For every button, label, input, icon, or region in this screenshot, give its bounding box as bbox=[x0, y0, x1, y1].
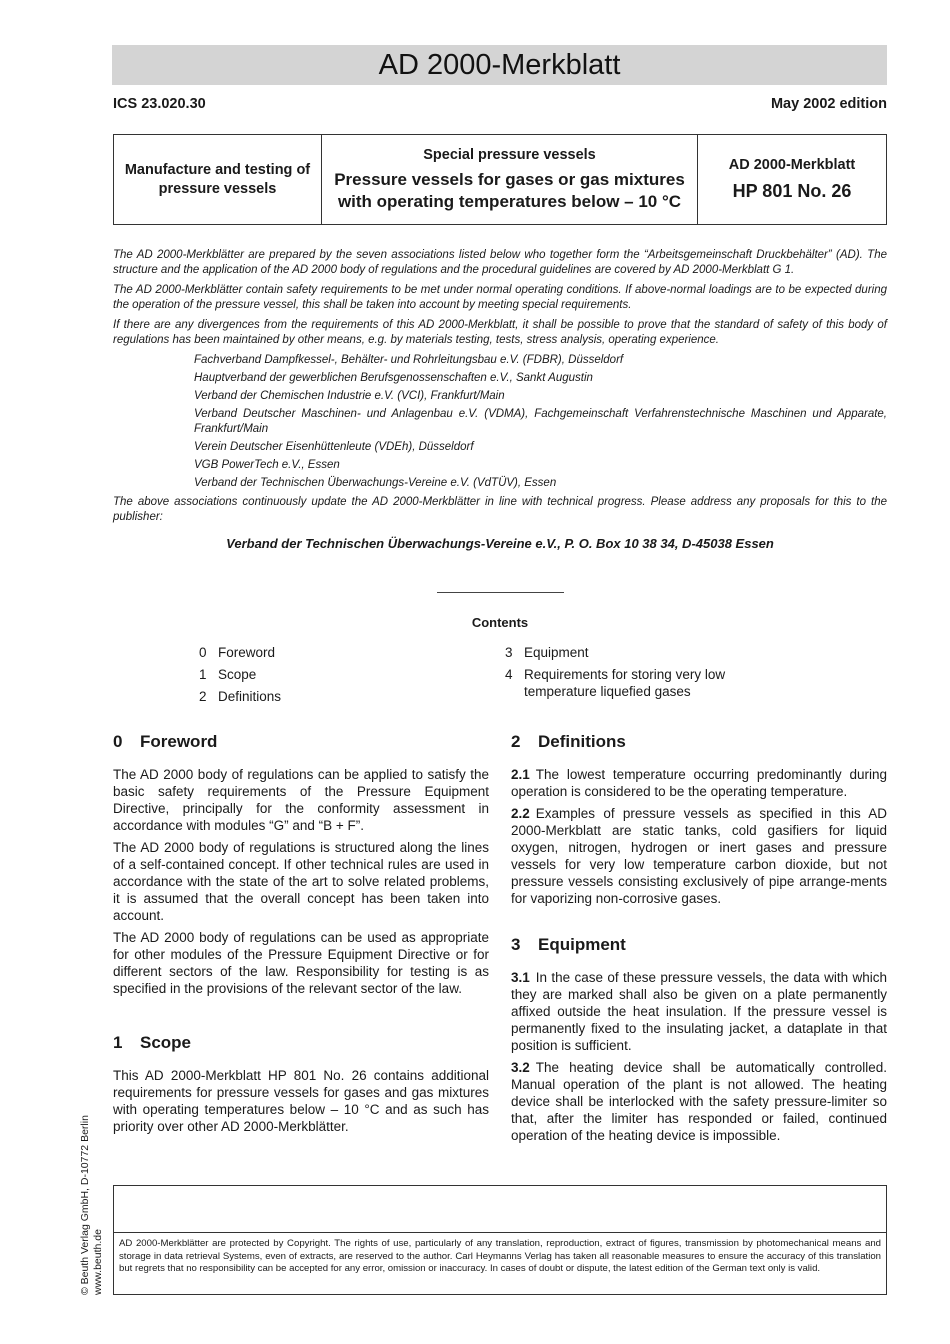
association-item: Verband der Technischen Überwachungs-Vereine e.V. (VdTÜV), Essen bbox=[194, 477, 557, 489]
association-item: Verein Deutscher Eisenhüttenleute (VDEh), Düsseldorf bbox=[194, 441, 474, 453]
intro-paragraph: The AD 2000-Merkblätter contain safety requirements to be met under normal operating conditions. If above-normal loadings are to be expected during the operation of the pressure vessel, this shall be taken into account by meeting special requirements. bbox=[113, 284, 887, 311]
clause-text: Examples of pressure vessels as specified in this AD 2000-Merkblatt are static tanks, cold gasifiers for liquid oxygen, nitrogen, hydrogen or inert gases and pressure vessels for very low temperature carbon dioxide, but not pressure vessels consisting exclusively of pipe arrange-ments for vaporizing non-corrosive gases. bbox=[511, 806, 887, 906]
association-item: Hauptverband der gewerblichen Berufsgenossenschaften e.V., Sankt Augustin bbox=[194, 372, 593, 384]
section-spacer bbox=[113, 1002, 489, 1032]
body-paragraph: The AD 2000 body of regulations is structured along the lines of a self-contained concept. If other technical rules are used in accordance with the state of the art to solve related problems, it is assumed that the overall concept has been taken into account. bbox=[113, 840, 489, 923]
body-paragraph: The AD 2000 body of regulations can be used as appropriate for other modules of the Pressure Equipment Directive or for different sectors of the law. Responsibility for testing is as specified in the provisions of the relevant sector of the law. bbox=[113, 930, 489, 996]
clause-number: 2.2 bbox=[511, 806, 530, 821]
clause-text: The lowest temperature occurring predominantly during operation is considered to be the operating temperature. bbox=[511, 767, 887, 799]
toc-label: Definitions bbox=[218, 689, 282, 704]
ics-code: ICS 23.020.30 bbox=[113, 96, 206, 112]
toc-label: Scope bbox=[218, 667, 257, 682]
section-number: 1 bbox=[113, 1033, 123, 1052]
section-spacer bbox=[511, 912, 887, 934]
section-number: 0 bbox=[113, 732, 123, 751]
section-title: Scope bbox=[140, 1033, 192, 1052]
side-publisher-info bbox=[79, 1115, 105, 1295]
toc-label: Requirements for storing very low temperature liquefied gases bbox=[524, 667, 726, 699]
intro-paragraph: If there are any divergences from the requirements of this AD 2000-Merkblatt, it shall be possible to prove that the standard of safety of this body of regulations has been maintained by other means, e.g. by materials testing, tests, stress analysis, operating experience. bbox=[113, 319, 887, 346]
clause-text: In the case of these pressure vessels, the data with which they are marked shall also be given on a plate permanently affixed outside the heat insulation. If the pressure vessel is permanently fixed to the insulating jacket, a dataplate in that position is sufficient. bbox=[511, 970, 887, 1053]
document-title: AD 2000-Merkblatt bbox=[378, 49, 621, 81]
section-heading-definitions bbox=[511, 731, 887, 753]
section-heading-scope bbox=[113, 1032, 489, 1054]
category-label: Manufacture and testing of pressure vessels bbox=[124, 161, 311, 197]
clause-paragraph bbox=[511, 766, 887, 800]
intro-closing: The above associations continuously update the AD 2000-Merkblätter in line with technical progress. Please address any proposals for this to the publisher: bbox=[113, 496, 887, 523]
toc-entry[interactable] bbox=[199, 688, 449, 705]
subject-group: Special pressure vessels bbox=[423, 146, 596, 163]
side-url[interactable]: www.beuth.de bbox=[92, 1229, 104, 1295]
body-paragraph: The AD 2000 body of regulations can be applied to satisfy the basic safety requirements of the Pressure Equipment Directive, principally for the conformity assessment in accordance with modules “G” and “B + F”. bbox=[113, 767, 489, 833]
body-paragraph: This AD 2000-Merkblatt HP 801 No. 26 contains additional requirements for pressure vessels for gases and gas mixtures with operating temperatures below – 10 °C and as such has priority over other AD 2000-Merkblätter. bbox=[113, 1068, 489, 1134]
intro-section bbox=[113, 248, 887, 551]
copyright-notice: AD 2000-Merkblätter are protected by Copyright. The rights of use, particularly of any translation, reproduction, extract of figures, transmission by photomechanical means and storage in data retrieval Systems, even of extracts, are reserved to the author. Carl Heymanns Verlag has taken all reasonable measures to ensure the accuracy of this translation but regrets that no responsibility can be accepted for any error, omission or inaccuracy. In cases of doubt or dispute, the latest edition of the German text only is valid. bbox=[114, 1232, 886, 1294]
section-heading-equipment bbox=[511, 934, 887, 956]
toc-number: 1 bbox=[199, 667, 207, 682]
section-number: 2 bbox=[511, 732, 521, 751]
association-item: VGB PowerTech e.V., Essen bbox=[194, 459, 340, 471]
toc-entry[interactable] bbox=[505, 666, 765, 700]
publisher-address: Verband der Technischen Überwachungs-Vereine e.V., P. O. Box 10 38 34, D-45038 Essen bbox=[226, 536, 774, 551]
section-heading-foreword bbox=[113, 731, 489, 753]
toc-number: 2 bbox=[199, 689, 207, 704]
contents-list-right bbox=[505, 644, 765, 705]
toc-number: 3 bbox=[505, 645, 513, 660]
side-publisher-line: © Beuth Verlag GmbH, D-10772 Berlin bbox=[79, 1115, 91, 1295]
clause-number: 3.2 bbox=[511, 1060, 530, 1075]
copyright-box bbox=[113, 1185, 887, 1295]
clause-paragraph bbox=[511, 805, 887, 907]
toc-entry[interactable] bbox=[199, 644, 449, 661]
toc-number: 0 bbox=[199, 645, 207, 660]
clause-paragraph bbox=[511, 1059, 887, 1144]
header-designation bbox=[698, 135, 886, 224]
toc-entry[interactable] bbox=[199, 666, 449, 683]
subject-title: Pressure vessels for gases or gas mixtures with operating temperatures below – 10 °C bbox=[334, 169, 685, 211]
toc-entry[interactable] bbox=[505, 644, 765, 661]
contents-heading: Contents bbox=[471, 615, 529, 630]
section-divider bbox=[437, 592, 564, 593]
clause-number: 3.1 bbox=[511, 970, 530, 985]
header-subject bbox=[322, 135, 698, 224]
clause-paragraph bbox=[511, 969, 887, 1054]
designation-number: HP 801 No. 26 bbox=[732, 181, 852, 201]
edition-date: May 2002 edition bbox=[770, 96, 887, 112]
section-number: 3 bbox=[511, 935, 521, 954]
clause-number: 2.1 bbox=[511, 767, 530, 782]
section-title: Definitions bbox=[538, 732, 626, 751]
association-list bbox=[113, 353, 887, 491]
association-item: Verband Deutscher Maschinen- und Anlagenbau e.V. (VDMA), Fachgemeinschaft Verfahrenstechnische Maschinen und Apparate, Frankfurt/Main bbox=[194, 408, 887, 435]
section-title: Foreword bbox=[140, 732, 218, 751]
document-banner bbox=[112, 45, 887, 85]
toc-label: Foreword bbox=[218, 645, 276, 660]
intro-paragraph: The AD 2000-Merkblätter are prepared by the seven associations listed below who together form the “Arbeitsgemeinschaft Druckbehälter” (AD). The structure and the application of the AD 2000 body of regulations and the procedural guidelines are covered by AD 2000-Merkblatt G 1. bbox=[113, 249, 887, 276]
designation-series: AD 2000-Merkblatt bbox=[728, 157, 856, 173]
section-title: Equipment bbox=[538, 935, 626, 954]
left-column bbox=[113, 731, 489, 1140]
clause-text: The heating device shall be automatically controlled. Manual operation of the plant is not allowed. The heating device shall be interlocked with the safety pressure-limiter so that, after the limiter has responded or failed, continued operation of the heating device is impossible. bbox=[511, 1060, 887, 1143]
right-column bbox=[511, 731, 887, 1149]
association-item: Verband der Chemischen Industrie e.V. (VCI), Frankfurt/Main bbox=[194, 390, 505, 402]
toc-number: 4 bbox=[505, 667, 513, 682]
contents-list-left bbox=[199, 644, 449, 710]
association-item: Fachverband Dampfkessel-, Behälter- und Rohrleitungsbau e.V. (FDBR), Düsseldorf bbox=[194, 354, 624, 366]
toc-label: Equipment bbox=[524, 645, 589, 660]
header-category bbox=[114, 135, 322, 224]
header-table bbox=[113, 134, 887, 225]
